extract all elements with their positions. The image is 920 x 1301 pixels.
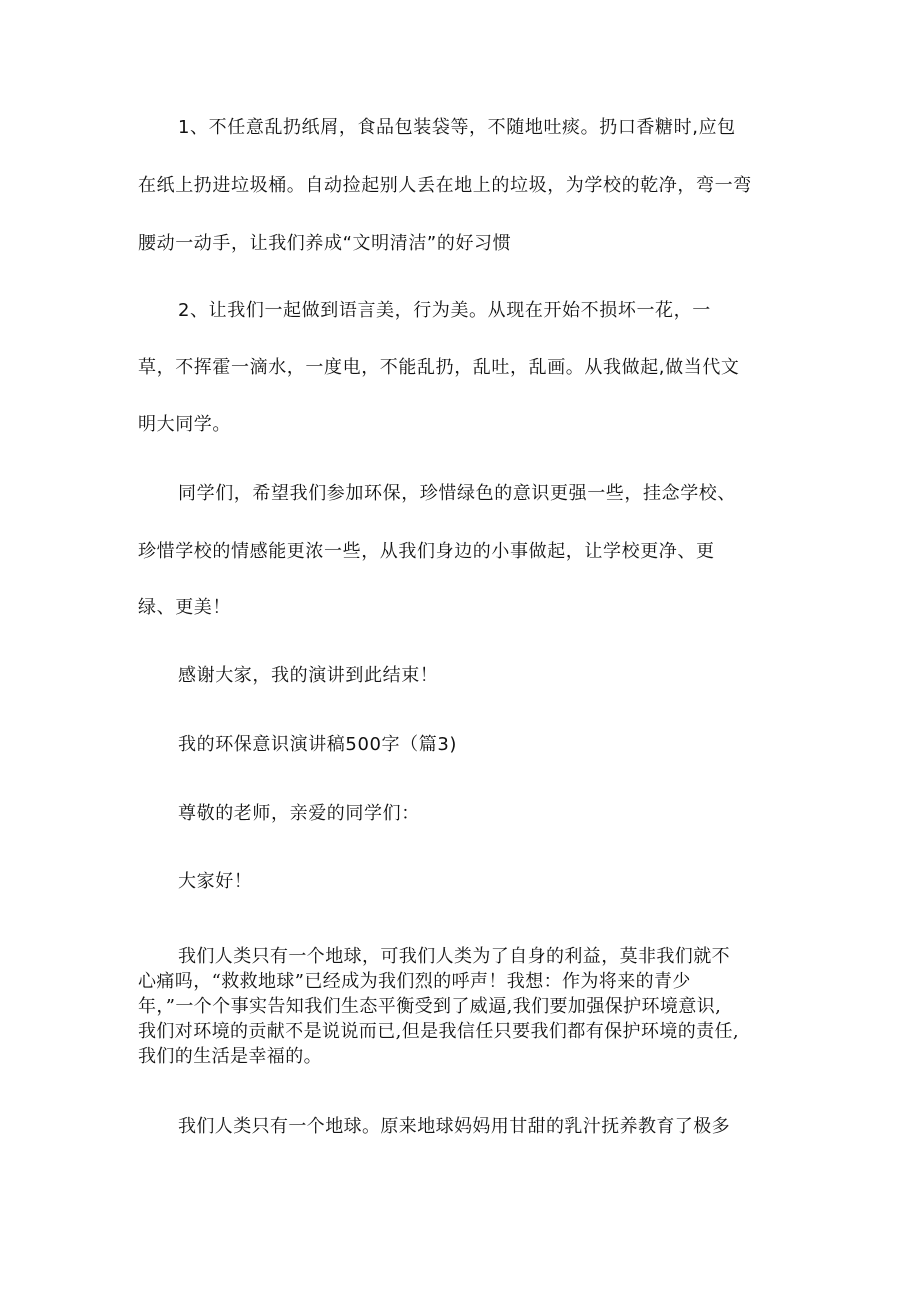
paragraph-4-line-3: 年，”一个个事实告知我们生态平衡受到了威逼,我们要加强保护环境意识, xyxy=(138,996,722,1017)
paragraph-4-line-5: 我们的生活是幸福的。 xyxy=(138,1046,322,1067)
paragraph-4-line-2: 心痛吗，“救救地球”已经成为我们烈的呼声！我想：作为将来的青少 xyxy=(138,971,691,992)
paragraph-1-line-2: 在纸上扔进垃圾桶。自动捡起别人丢在地上的垃圾，为学校的乾净，弯一弯 xyxy=(138,175,752,196)
paragraph-2-line-2: 草，不挥霍一滴水，一度电，不能乱扔，乱吐，乱画。从我做起,做当代文 xyxy=(138,357,740,378)
paragraph-3-line-1: 同学们，希望我们参加环保，珍惜绿色的意识更强一些，挂念学校、 xyxy=(178,483,736,504)
speech-heading: 我的环保意识演讲稿500字（篇3) xyxy=(178,734,458,755)
closing-line: 感谢大家，我的演讲到此结束！ xyxy=(178,665,439,686)
greeting: 大家好！ xyxy=(178,871,253,892)
salutation: 尊敬的老师，亲爱的同学们： xyxy=(178,803,420,824)
paragraph-4-line-1: 我们人类只有一个地球，可我们人类为了自身的利益，莫非我们就不 xyxy=(178,946,730,967)
paragraph-5-line-1: 我们人类只有一个地球。原来地球妈妈用甘甜的乳汁抚养教育了极多 xyxy=(178,1116,730,1137)
paragraph-1-line-1: 1、不任意乱扔纸屑，食品包装袋等，不随地吐痰。扔口香糖时,应包 xyxy=(178,117,736,138)
paragraph-2-line-1: 2、让我们一起做到语言美，行为美。从现在开始不损坏一花，一 xyxy=(178,300,711,321)
paragraph-3-line-3: 绿、更美！ xyxy=(138,597,231,618)
paragraph-4-line-4: 我们对环境的贡献不是说说而已,但是我信任只要我们都有保护环境的责任, xyxy=(138,1021,740,1042)
paragraph-1-line-3: 腰动一动手，让我们养成“文明清洁”的好习惯 xyxy=(138,233,512,254)
paragraph-3-line-2: 珍惜学校的情感能更浓一些，从我们身边的小事做起，让学校更净、更 xyxy=(138,541,715,562)
paragraph-2-line-3: 明大同学。 xyxy=(138,414,231,435)
